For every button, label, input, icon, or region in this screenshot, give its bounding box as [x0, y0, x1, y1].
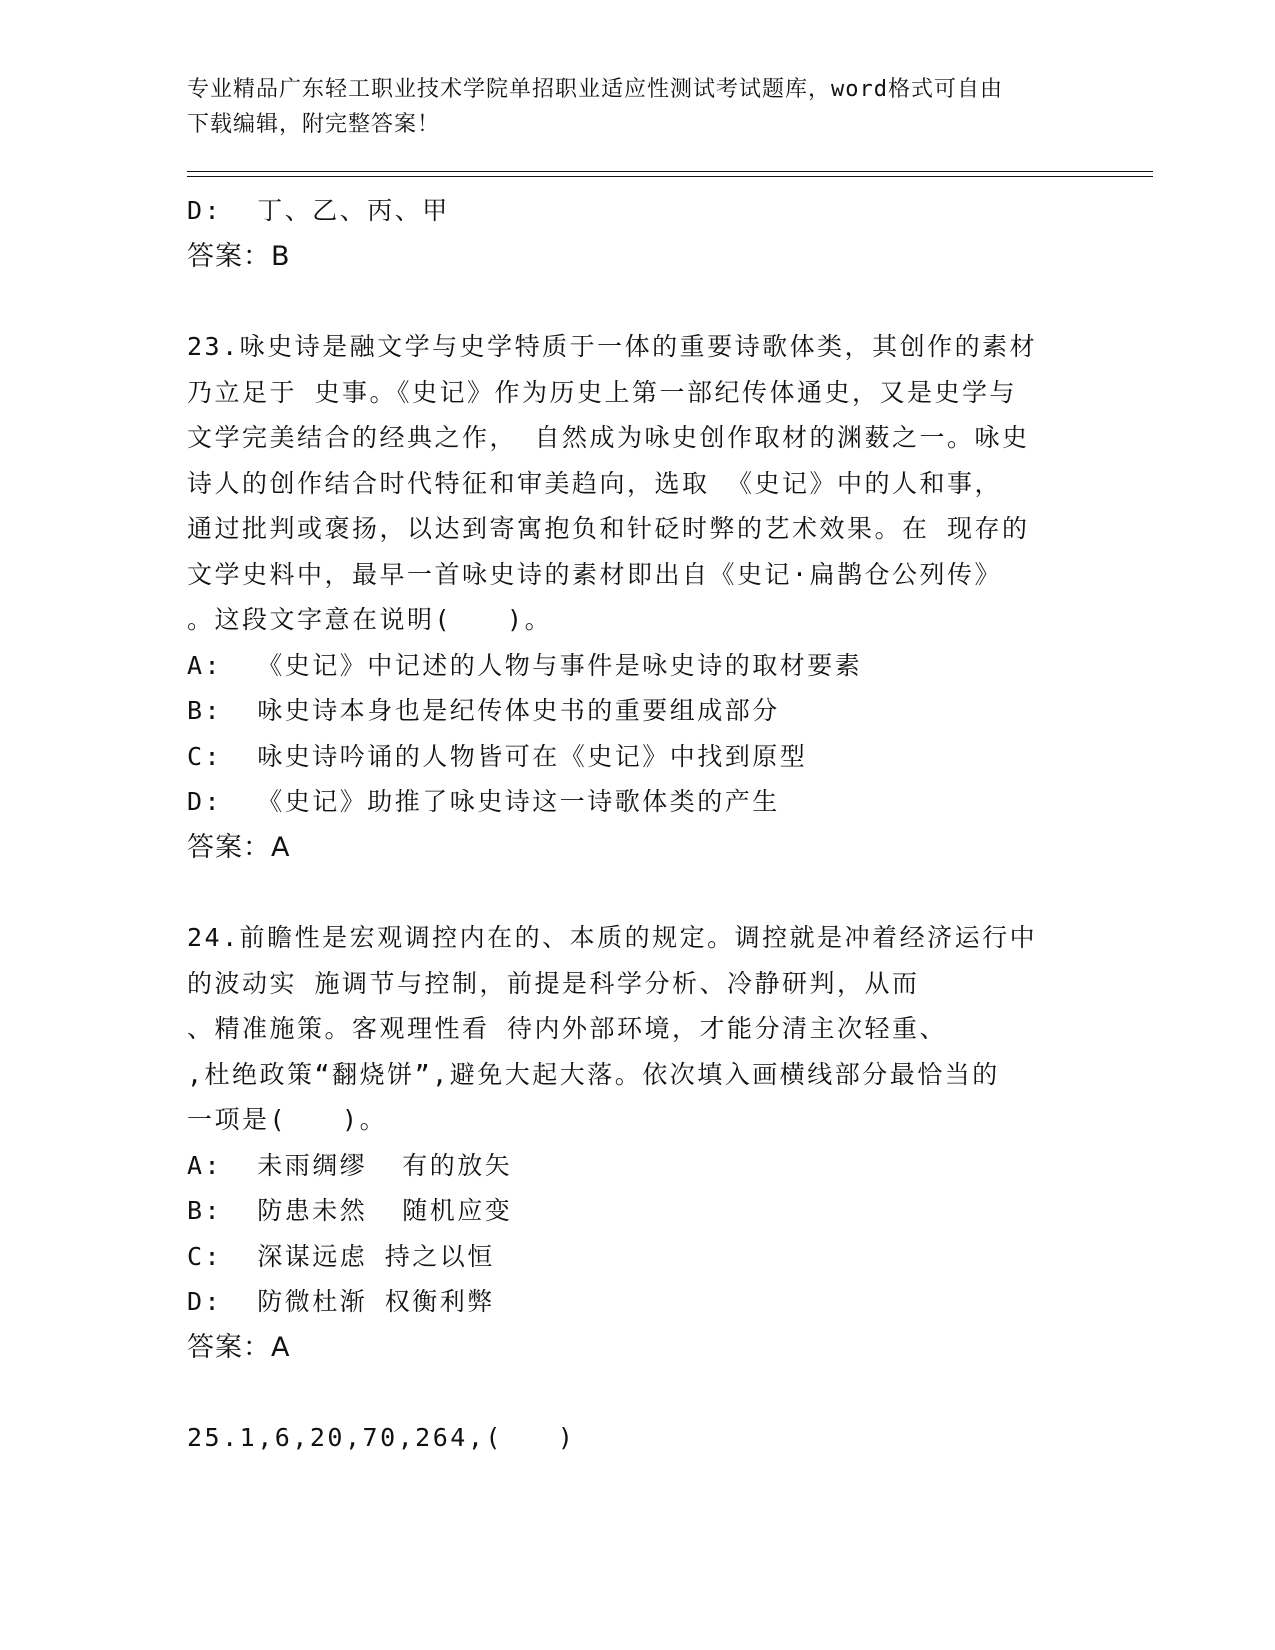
header-text-line-1: 专业精品广东轻工职业技术学院单招职业适应性测试考试题库，word格式可自由: [187, 77, 1003, 102]
page-header: [187, 72, 1067, 142]
answer: 答案：A: [187, 1331, 291, 1363]
header-rule-bottom: [187, 176, 1153, 177]
question-stem-line: 乃立足于 史事。《史记》作为历史上第一部纪传体通史，又是史学与: [187, 377, 1018, 407]
question-gap: [187, 870, 1087, 915]
question-23: [187, 324, 1087, 870]
answer: 答案：B: [187, 240, 291, 272]
page-content: [187, 188, 1087, 1461]
option-d: D: 《史记》助推了咏史诗这一诗歌体类的产生: [187, 787, 780, 816]
header-text-line-2: 下载编辑，附完整答案！: [187, 112, 441, 137]
option-c: C: 咏史诗吟诵的人物皆可在《史记》中找到原型: [187, 741, 808, 771]
question-stem-line: 诗人的创作结合时代特征和审美趋向，选取 《史记》中的人和事，: [187, 468, 1003, 498]
question-stem-line: 、精准施策。客观理性看 待内外部环境，才能分清主次轻重、: [187, 1014, 948, 1043]
question-stem-line: ,杜绝政策“翻烧饼”,避免大起大落。依次填入画横线部分最恰当的: [187, 1059, 1000, 1089]
header-rule-top: [187, 171, 1153, 172]
question-stem-line: 文学史料中，最早一首咏史诗的素材即出自《史记·扁鹊仓公列传》: [187, 559, 1003, 589]
question-22-tail: [187, 188, 1087, 279]
option-b: B: 咏史诗本身也是纪传体史书的重要组成部分: [187, 696, 780, 725]
question-25: [187, 1415, 1087, 1461]
option-c: C: 深谋远虑 持之以恒: [187, 1241, 495, 1271]
option-b: B: 防患未然 随机应变: [187, 1196, 513, 1225]
question-stem-line: 23.咏史诗是融文学与史学特质于一体的重要诗歌体类，其创作的素材: [187, 332, 1038, 361]
question-gap: [187, 279, 1087, 324]
question-stem-line: 一项是( )。: [187, 1105, 388, 1134]
question-gap: [187, 1370, 1087, 1415]
question-stem-line: 。这段文字意在说明( )。: [187, 605, 553, 634]
question-stem-line: 24.前瞻性是宏观调控内在的、本质的规定。调控就是冲着经济运行中: [187, 923, 1038, 952]
question-stem-line: 通过批判或褒扬，以达到寄寓抱负和针砭时弊的艺术效果。在 现存的: [187, 514, 1030, 543]
option-d: D: 防微杜渐 权衡利弊: [187, 1287, 495, 1316]
question-24: [187, 915, 1087, 1370]
question-stem-line: 文学完美结合的经典之作， 自然成为咏史创作取材的渊薮之一。咏史: [187, 423, 1030, 452]
option-d: D: 丁、乙、丙、甲: [187, 196, 450, 225]
option-a: A: 未雨绸缪 有的放矢: [187, 1150, 513, 1180]
question-stem-line: 的波动实 施调节与控制，前提是科学分析、冷静研判，从而: [187, 968, 920, 998]
answer: 答案：A: [187, 831, 291, 863]
question-stem-line: 25.1,6,20,70,264,( ): [187, 1423, 576, 1452]
option-a: A: 《史记》中记述的人物与事件是咏史诗的取材要素: [187, 650, 863, 680]
